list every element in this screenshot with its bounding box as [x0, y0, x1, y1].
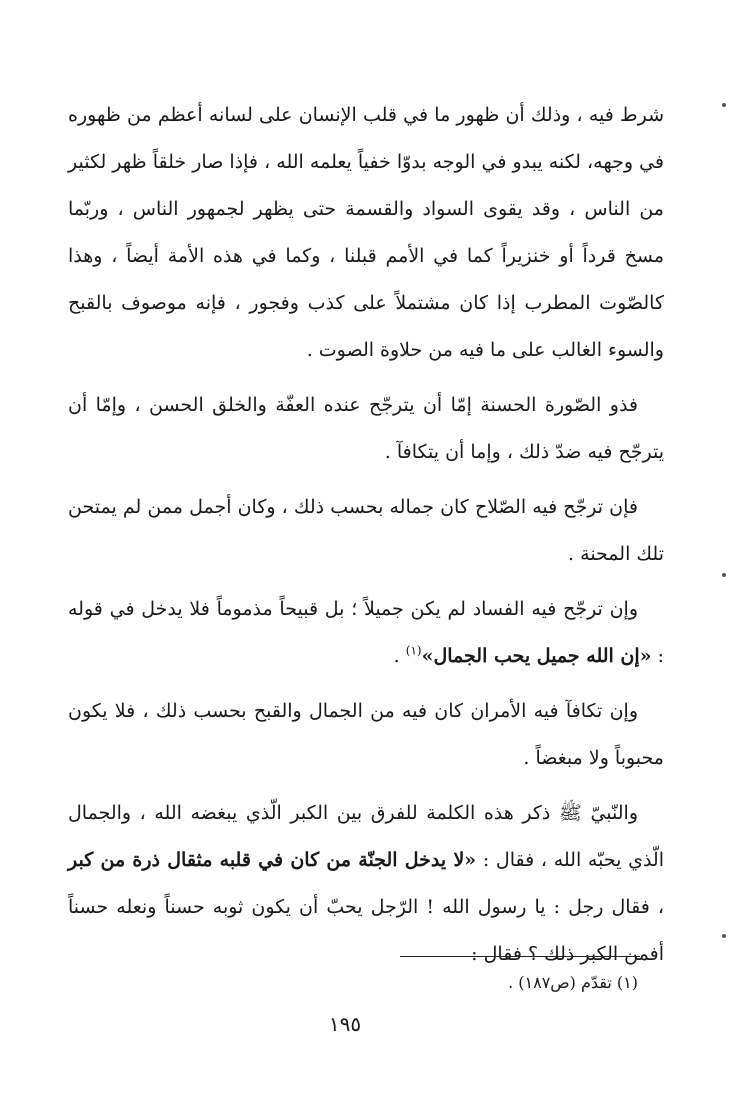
paragraph-4-text-before: وإن ترجّح فيه الفساد لم يكن جميلاً ؛ بل قبيحاً مذموماً فلا يدخل في قوله :	[68, 598, 664, 667]
main-text	[68, 92, 664, 978]
hadith-quote-1: «إن الله جميل يحب الجمال»	[421, 645, 652, 667]
margin-dot	[722, 573, 726, 577]
hadith-quote-2: «لا يدخل الجنّة من كان في قلبه مثقال ذرة من كبر	[68, 849, 477, 871]
page-number: ١٩٥	[328, 1012, 362, 1036]
paragraph-6-text-after: ، فقال رجل : يا رسول الله ! الرّجل يحبّ أن يكون ثوبه حسناً ونعله حسناً أفمن الكبر ذلك ؟ فقال :	[68, 896, 664, 965]
margin-dot	[722, 103, 726, 107]
paragraph-5	[68, 688, 664, 782]
paragraph-4-text-after: .	[393, 645, 406, 667]
paragraph-1	[68, 92, 664, 374]
paragraph-1-text: شرط فيه ، وذلك أن ظهور ما في قلب الإنسان على لسانه أعظم من ظهوره في وجهه، لكنه يبدو في الوجه بدوّا خفياً يعلمه الله ، فإذا صار خلقاً ظهر لكثير من الناس ، وقد يقوى السواد والقسمة حتى يظهر لجمهور الناس ، وربّما مسخ قرداً أو خنزيراً كما في الأمم قبلنا ، وكما في هذه الأمة أيضاً ، وهذا كالصّوت المطرب إذا كان مشتملاً على كذب وفجور ، فإنه موصوف بالقبح والسوء الغالب على ما فيه من حلاوة الصوت .	[68, 104, 664, 361]
paragraph-2	[68, 382, 664, 476]
footnote-divider	[400, 956, 640, 957]
paragraph-4	[68, 586, 664, 680]
paragraph-6-text-before: والنّبيّ ﷺ ذكر هذه الكلمة للفرق بين الكبر الّذي يبغضه الله ، والجمال الّذي يحبّه الله ، فقال :	[68, 802, 664, 871]
footnote-reference[interactable]: (١)	[405, 643, 422, 658]
paragraph-5-text: وإن تكافآ فيه الأمران كان فيه من الجمال والقبح بحسب ذلك ، فلا يكون محبوباً ولا مبغضاً .	[68, 700, 664, 769]
paragraph-6	[68, 790, 664, 978]
paragraph-3	[68, 484, 664, 578]
paragraph-2-text: فذو الصّورة الحسنة إمّا أن يترجّح عنده العفّة والخلق الحسن ، وإمّا أن يترجّح فيه ضدّ ذلك ، وإما أن يتكافآ .	[68, 394, 664, 463]
footnote: (١) تقدّم (ص١٨٧) .	[508, 973, 638, 992]
paragraph-3-text: فإن ترجّح فيه الصّلاح كان جماله بحسب ذلك ، وكان أجمل ممن لم يمتحن تلك المحنة .	[68, 496, 664, 565]
margin-dot	[722, 934, 726, 938]
